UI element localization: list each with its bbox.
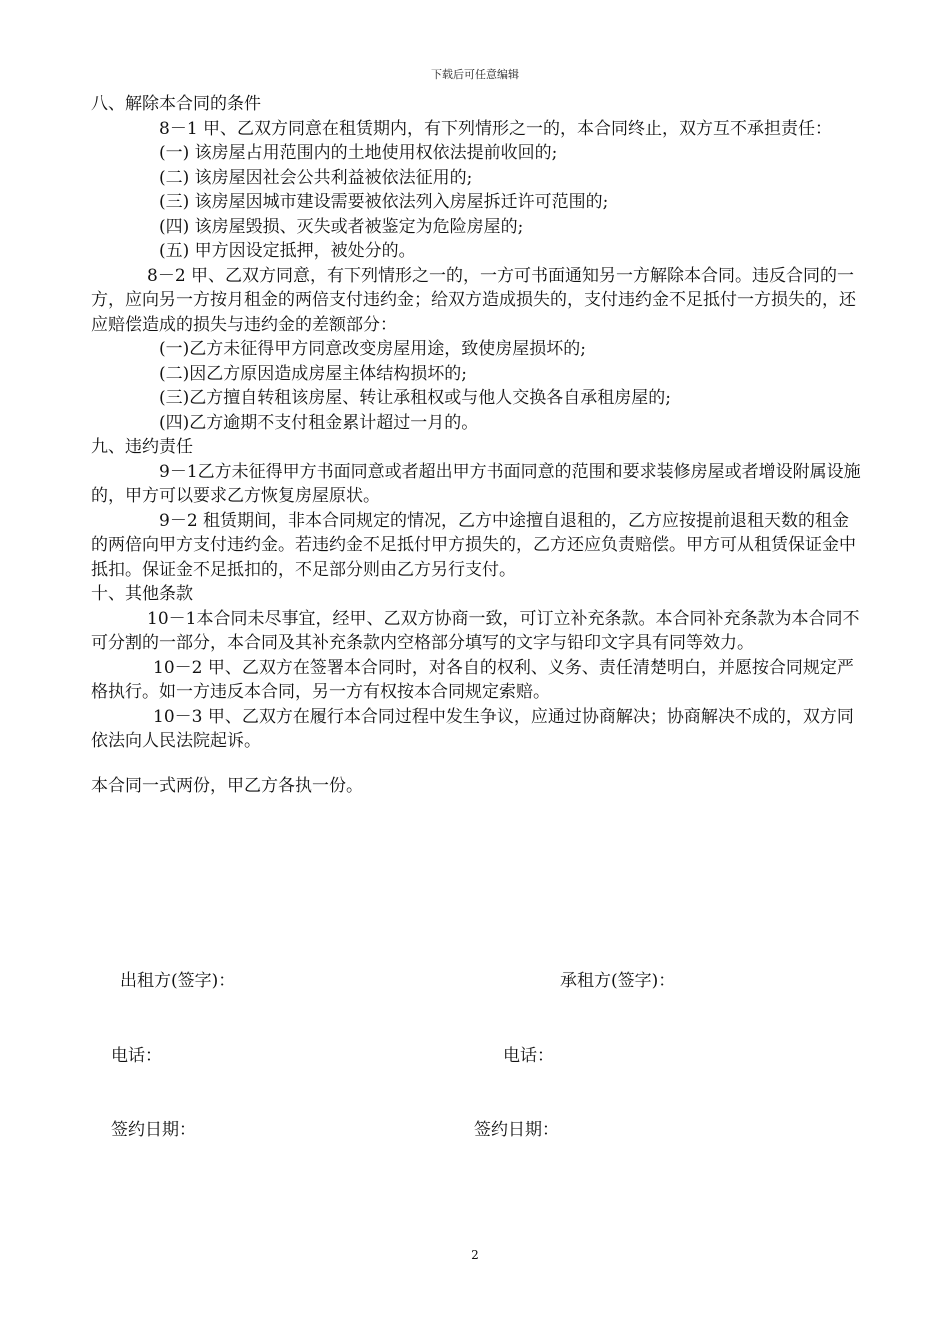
lessee-signature-label: 承租方(签字)： [560,971,676,991]
clause-8-1-item: (一) 该房屋占用范围内的土地使用权依法提前收回的; [159,143,558,163]
clause-8-2-item: (二)因乙方原因造成房屋主体结构损坏的; [159,363,467,384]
page-header: 下载后可任意编辑 [431,68,519,81]
section-8-title: 八、解除本合同的条件 [91,94,261,114]
section-9-title: 九、违约责任 [91,437,193,457]
clause-8-1-item: (二) 该房屋因社会公共利益被依法征用的; [159,167,473,188]
clause-9-2: 9－2 租赁期间，非本合同规定的情况，乙方中途擅自退租的，乙方应按提前退租天数的租金的两倍向甲方支付违约金。若违约金不足抵付甲方损失的，乙方还应负责赔偿。甲方可从租赁保证金中抵扣。保证金不足抵扣的，不足部分则由乙方另行支付。 [91,510,856,580]
clause-8-2-item: (三)乙方擅自转租该房屋、转让承租权或与他人交换各自承租房屋的; [159,388,671,408]
clause-9-1: 9－1乙方未征得甲方书面同意或者超出甲方书面同意的范围和要求装修房屋或者增设附属设施的，甲方可以要求乙方恢复房屋原状。 [91,461,861,506]
page-number: 2 [471,1248,479,1262]
clause-8-1-item: (三) 该房屋因城市建设需要被依法列入房屋拆迁许可范围的; [159,192,609,212]
clause-10-2: 10－2 甲、乙双方在签署本合同时，对各自的权利、义务、责任清楚明白，并愿按合同规定严格执行。如一方违反本合同，另一方有权按本合同规定索赔。 [91,657,854,702]
lessor-date-label: 签约日期： [111,1120,196,1140]
clause-8-2-item: (一)乙方未征得甲方同意改变房屋用途，致使房屋损坏的; [159,339,586,359]
clause-8-1-item: (五) 甲方因设定抵押，被处分的。 [159,241,416,261]
clause-8-2: 8－2 甲、乙双方同意，有下列情形之一的，一方可书面通知另一方解除本合同。违反合同的一方，应向另一方按月租金的两倍支付违约金；给双方造成损失的，支付违约金不足抵付一方损失的，还应赔偿造成的损失与违约金的差额部分： [91,265,856,335]
closing-statement: 本合同一式两份，甲乙方各执一份。 [91,775,363,796]
lessee-date-label: 签约日期： [474,1120,559,1140]
lessor-signature-label: 出租方(签字)： [120,971,236,991]
section-10-title: 十、其他条款 [91,584,193,604]
clause-10-3: 10－3 甲、乙双方在履行本合同过程中发生争议，应通过协商解决；协商解决不成的，双方同依法向人民法院起诉。 [91,706,854,751]
clause-8-1-item: (四) 该房屋毁损、灭失或者被鉴定为危险房屋的; [159,216,524,237]
clause-10-1: 10－1本合同未尽事宜，经甲、乙双方协商一致，可订立补充条款。本合同补充条款为本合同不可分割的一部分，本合同及其补充条款内空格部分填写的文字与铅印文字具有同等效力。 [91,608,860,653]
lessor-phone-label: 电话： [111,1046,162,1066]
clause-8-2-item: (四)乙方逾期不支付租金累计超过一月的。 [159,412,479,433]
clause-8-1: 8－1 甲、乙双方同意在租赁期内，有下列情形之一的，本合同终止，双方互不承担责任： [159,118,833,139]
document-body [91,92,861,798]
spacer [91,754,861,774]
lessee-phone-label: 电话： [503,1046,554,1066]
